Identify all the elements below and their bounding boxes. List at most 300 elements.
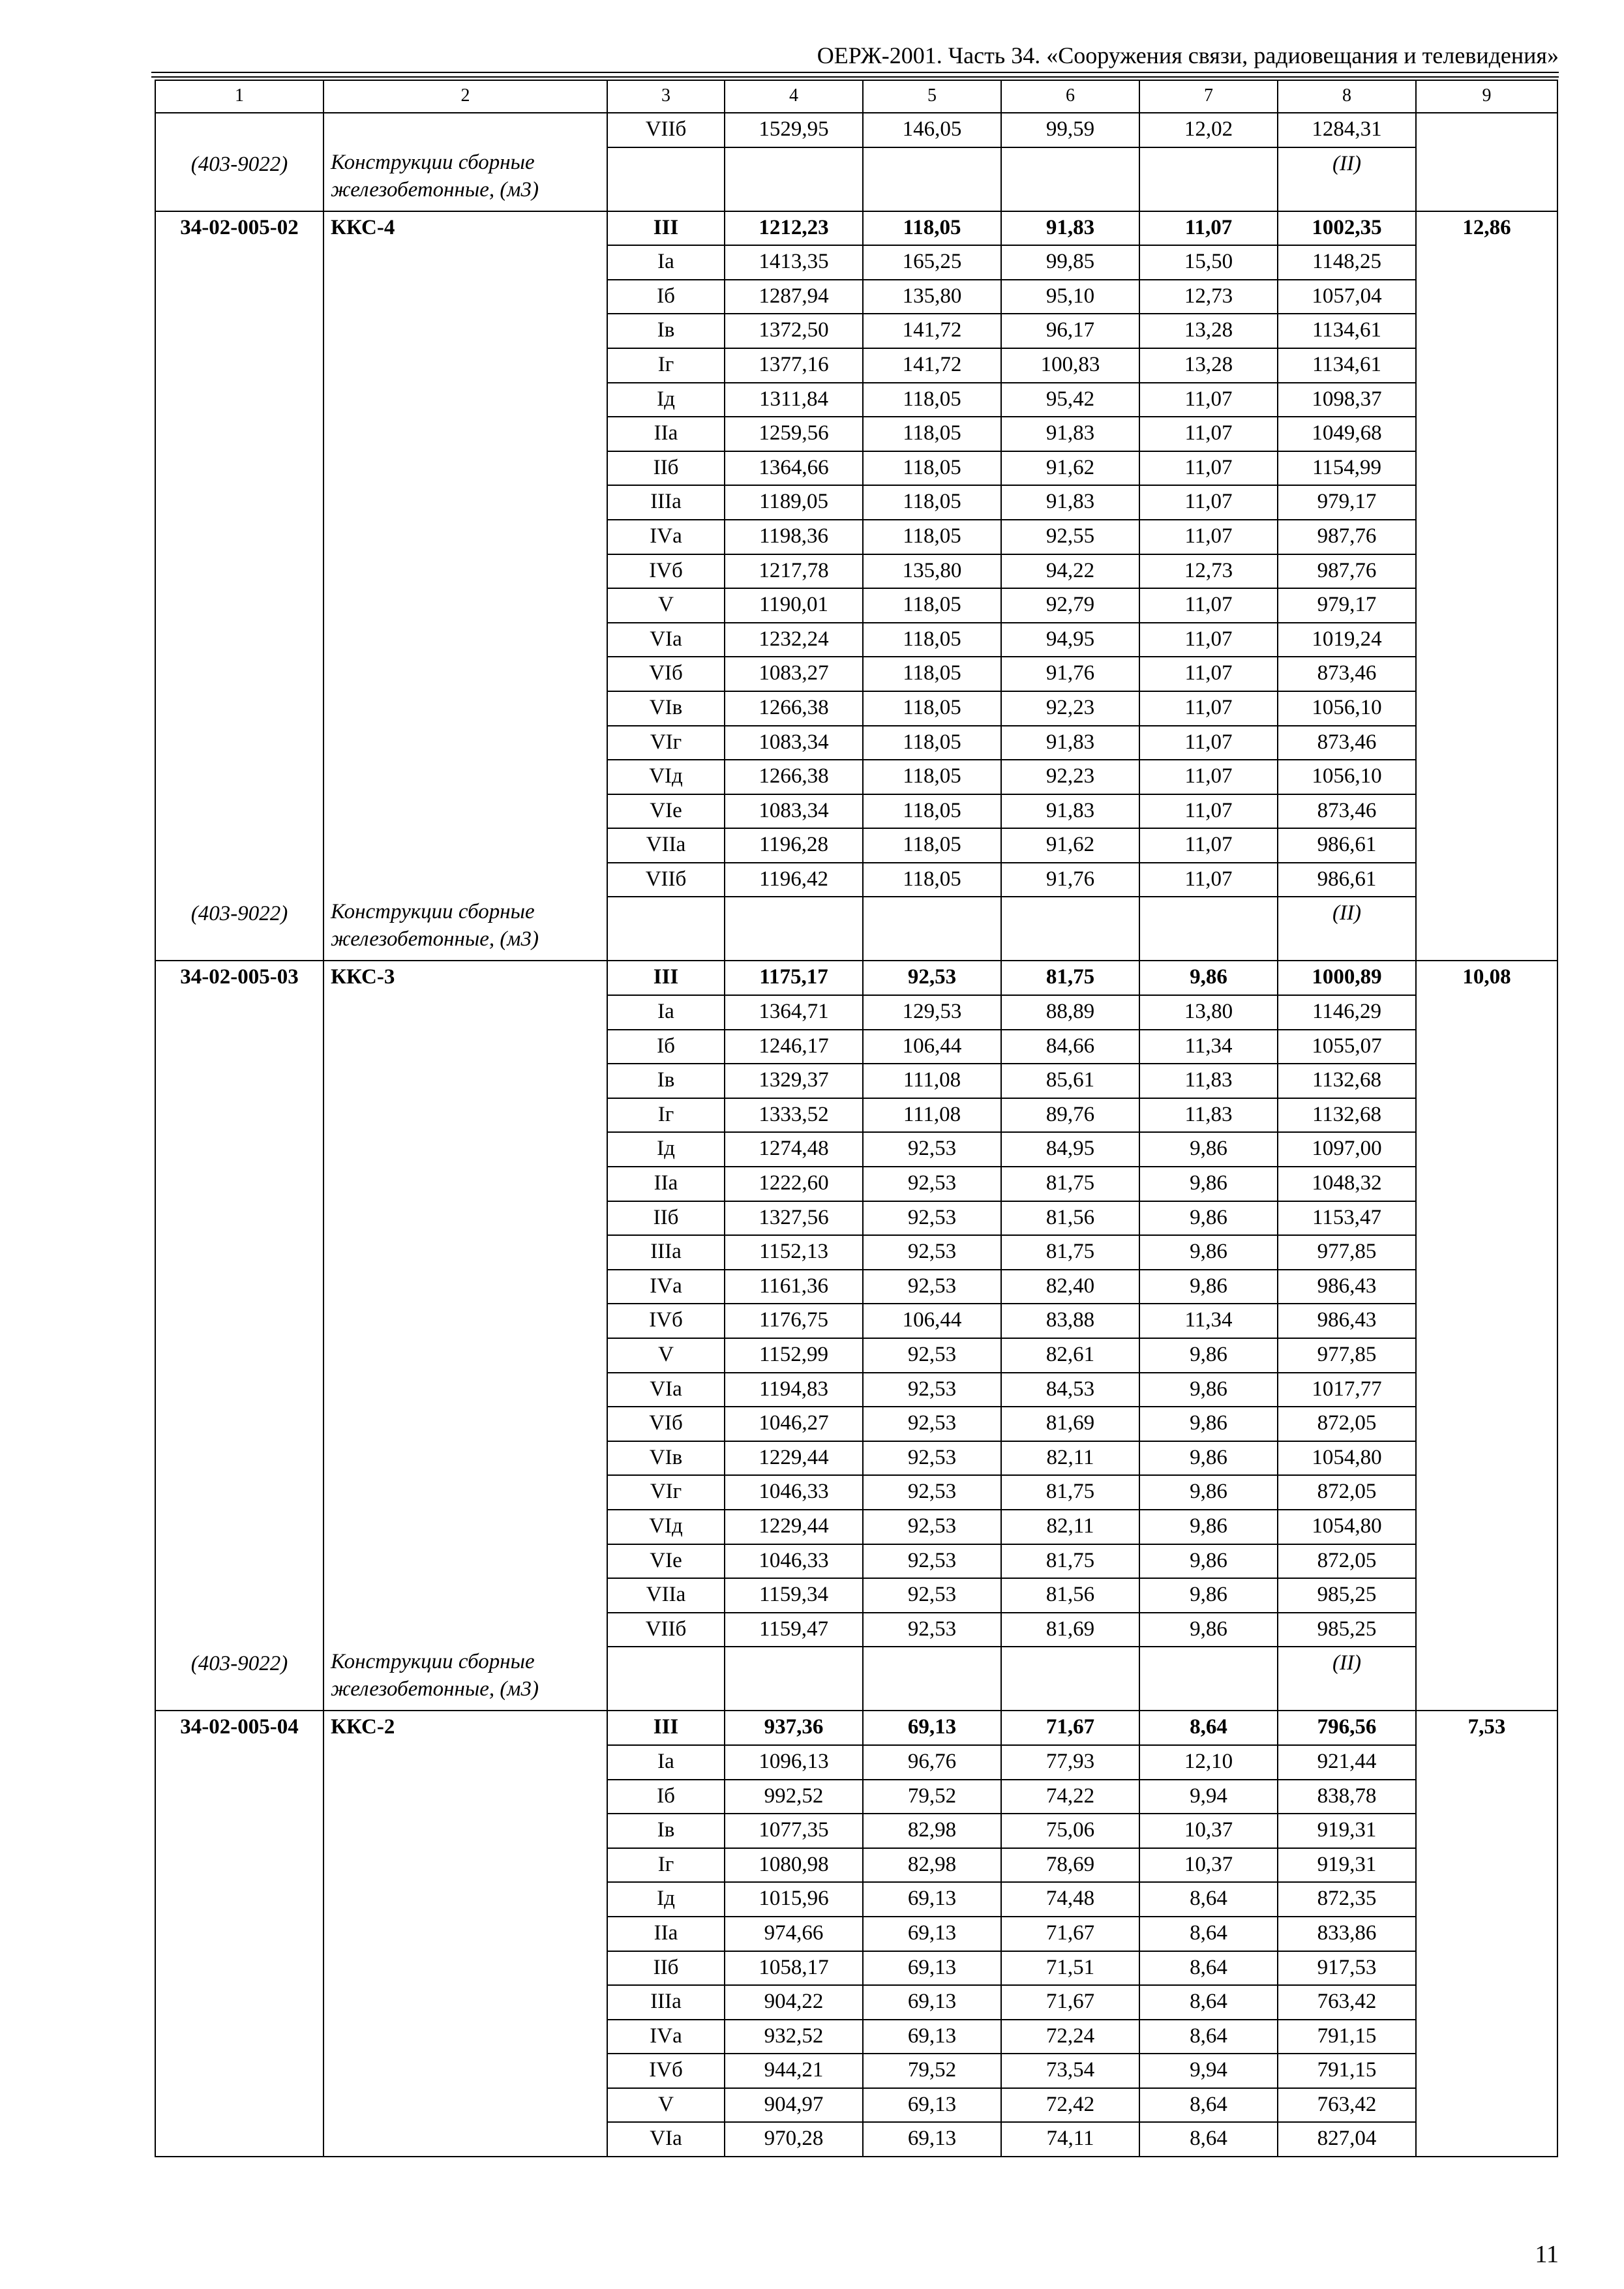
value-cell: 118,05 <box>863 588 1001 623</box>
col9-cell <box>1416 863 1557 897</box>
value-cell: Iб <box>607 1780 725 1814</box>
value-cell: 84,53 <box>1001 1373 1139 1407</box>
value-cell: 1372,50 <box>725 314 863 348</box>
code-cell <box>155 760 323 794</box>
value-cell: 13,28 <box>1139 314 1278 348</box>
code-cell <box>155 1578 323 1613</box>
col9-cell <box>1416 1745 1557 1780</box>
value-cell: 100,83 <box>1001 348 1139 383</box>
resource-note-row <box>155 147 1557 211</box>
value-cell: 9,86 <box>1139 1578 1278 1613</box>
col9-cell <box>1416 1235 1557 1270</box>
value-cell: 1161,36 <box>725 1270 863 1304</box>
empty-cell <box>863 147 1001 211</box>
col9-cell <box>1416 1578 1557 1613</box>
value-cell: 69,13 <box>863 2122 1001 2157</box>
value-cell: 74,22 <box>1001 1780 1139 1814</box>
value-cell: VIг <box>607 726 725 760</box>
name-cell <box>323 1544 607 1579</box>
value-cell <box>1278 1647 1416 1711</box>
value-cell: IVа <box>607 520 725 554</box>
col9-cell <box>1416 383 1557 417</box>
value-cell: 1083,27 <box>725 657 863 691</box>
value-cell <box>1278 897 1416 961</box>
column-number: 2 <box>323 80 607 113</box>
value-cell: 1159,47 <box>725 1613 863 1647</box>
value-cell: 11,07 <box>1139 485 1278 520</box>
code-cell <box>155 2020 323 2054</box>
col9-cell <box>1416 2020 1557 2054</box>
column-number-row <box>155 80 1557 113</box>
empty-cell <box>1139 147 1278 211</box>
table-row <box>155 1917 1557 1951</box>
col9-cell <box>1416 113 1557 147</box>
value-cell: 8,64 <box>1139 2020 1278 2054</box>
value-cell: 118,05 <box>863 863 1001 897</box>
table-row <box>155 2088 1557 2123</box>
value-cell: 118,05 <box>863 520 1001 554</box>
col9-cell <box>1416 897 1557 961</box>
name-cell <box>323 280 607 314</box>
value-cell: 12,02 <box>1139 113 1278 147</box>
col9-cell <box>1416 280 1557 314</box>
empty-cell <box>725 897 863 961</box>
column-number: 7 <box>1139 80 1278 113</box>
value-cell: 1046,33 <box>725 1475 863 1510</box>
value-cell: Iв <box>607 1814 725 1848</box>
value-cell: 904,97 <box>725 2088 863 2123</box>
code-cell <box>155 348 323 383</box>
value-cell: 8,64 <box>1139 1711 1278 1745</box>
value-cell: Iд <box>607 1132 725 1167</box>
value-cell: 9,86 <box>1139 1235 1278 1270</box>
value-cell: 1529,95 <box>725 113 863 147</box>
code-cell <box>155 1441 323 1476</box>
value-cell: 8,64 <box>1139 1951 1278 1986</box>
value-cell: 9,86 <box>1139 1338 1278 1373</box>
table-row <box>155 623 1557 657</box>
name-cell <box>323 691 607 726</box>
value-cell: 11,07 <box>1139 760 1278 794</box>
header-rule-top <box>151 72 1559 73</box>
value-cell: 75,06 <box>1001 1814 1139 1848</box>
name-cell <box>323 2054 607 2088</box>
code-cell <box>155 1780 323 1814</box>
value-cell: 118,05 <box>863 623 1001 657</box>
value-cell: 74,48 <box>1001 1882 1139 1917</box>
value-cell: 1046,27 <box>725 1407 863 1441</box>
value-cell: 69,13 <box>863 1951 1001 1986</box>
value-cell: 92,53 <box>863 1613 1001 1647</box>
table-row <box>155 485 1557 520</box>
value-cell: VIIб <box>607 863 725 897</box>
value-cell: 92,79 <box>1001 588 1139 623</box>
table-row <box>155 760 1557 794</box>
value-cell: 1098,37 <box>1278 383 1416 417</box>
col9-cell <box>1416 1132 1557 1167</box>
value-cell: 82,61 <box>1001 1338 1139 1373</box>
name-cell <box>323 794 607 829</box>
value-cell: 932,52 <box>725 2020 863 2054</box>
value-cell: 873,46 <box>1278 794 1416 829</box>
table-row <box>155 1373 1557 1407</box>
name-cell <box>323 1882 607 1917</box>
name-cell <box>323 1270 607 1304</box>
col9-cell <box>1416 657 1557 691</box>
value-cell: 92,53 <box>863 1201 1001 1236</box>
value-cell: 11,07 <box>1139 520 1278 554</box>
value-cell: 987,76 <box>1278 520 1416 554</box>
value-cell: 1055,07 <box>1278 1030 1416 1064</box>
value-cell: 91,62 <box>1001 828 1139 863</box>
value-cell: 987,76 <box>1278 554 1416 589</box>
code-cell <box>155 995 323 1030</box>
value-cell: 92,53 <box>863 1270 1001 1304</box>
code-cell <box>155 726 323 760</box>
code-cell <box>155 2122 323 2157</box>
value-cell: 69,13 <box>863 1882 1001 1917</box>
table-row <box>155 794 1557 829</box>
value-cell: IIIа <box>607 1235 725 1270</box>
col9-cell: 7,53 <box>1416 1711 1557 1745</box>
value-cell: 763,42 <box>1278 2088 1416 2123</box>
name-cell <box>323 348 607 383</box>
value-cell <box>1278 147 1416 211</box>
value-cell: 791,15 <box>1278 2054 1416 2088</box>
col9-cell <box>1416 245 1557 280</box>
value-cell: 11,83 <box>1139 1064 1278 1098</box>
value-cell: 1096,13 <box>725 1745 863 1780</box>
name-cell <box>323 1745 607 1780</box>
value-cell: 1229,44 <box>725 1510 863 1544</box>
value-cell: 9,86 <box>1139 1544 1278 1579</box>
value-cell: 11,07 <box>1139 451 1278 486</box>
value-cell: 873,46 <box>1278 726 1416 760</box>
value-cell: 99,59 <box>1001 113 1139 147</box>
value-cell: 11,07 <box>1139 211 1278 246</box>
col9-cell <box>1416 1167 1557 1201</box>
table-row <box>155 1510 1557 1544</box>
value-cell: 1054,80 <box>1278 1441 1416 1476</box>
value-cell: 92,53 <box>863 1407 1001 1441</box>
col9-cell <box>1416 1373 1557 1407</box>
value-cell: 71,51 <box>1001 1951 1139 1986</box>
col9-cell <box>1416 2122 1557 2157</box>
value-cell: VIа <box>607 2122 725 2157</box>
value-cell: 92,55 <box>1001 520 1139 554</box>
col9-cell <box>1416 726 1557 760</box>
value-cell: 71,67 <box>1001 1917 1139 1951</box>
table-row <box>155 520 1557 554</box>
value-cell: 106,44 <box>863 1030 1001 1064</box>
value-cell: 1364,66 <box>725 451 863 486</box>
table-row <box>155 1882 1557 1917</box>
value-cell: 95,42 <box>1001 383 1139 417</box>
value-cell: 838,78 <box>1278 1780 1416 1814</box>
value-cell: 95,10 <box>1001 280 1139 314</box>
resource-name: Конструкции сборные железобетонные, (м3) <box>331 900 539 951</box>
value-cell: 92,53 <box>863 1544 1001 1579</box>
code-cell <box>155 1407 323 1441</box>
name-cell <box>323 1030 607 1064</box>
value-cell: 10,37 <box>1139 1814 1278 1848</box>
value-cell: Iа <box>607 1745 725 1780</box>
value-cell: 10,37 <box>1139 1848 1278 1883</box>
value-cell: IIб <box>607 1201 725 1236</box>
value-cell: 1212,23 <box>725 211 863 246</box>
value-cell: 13,80 <box>1139 995 1278 1030</box>
table-row <box>155 1407 1557 1441</box>
value-cell: IVб <box>607 2054 725 2088</box>
value-cell: 118,05 <box>863 383 1001 417</box>
value-cell: 1311,84 <box>725 383 863 417</box>
name-cell <box>323 520 607 554</box>
value-cell: 129,53 <box>863 995 1001 1030</box>
value-cell: 904,22 <box>725 1985 863 2020</box>
value-cell: 81,69 <box>1001 1613 1139 1647</box>
code-cell <box>155 1848 323 1883</box>
value-cell: 1232,24 <box>725 623 863 657</box>
empty-cell <box>607 147 725 211</box>
name-cell <box>323 1814 607 1848</box>
value-cell: 872,05 <box>1278 1407 1416 1441</box>
table-row <box>155 383 1557 417</box>
value-cell: IIа <box>607 417 725 451</box>
value-cell: 92,53 <box>863 1373 1001 1407</box>
table-row <box>155 1985 1557 2020</box>
name-cell <box>323 1917 607 1951</box>
code-cell <box>155 1030 323 1064</box>
value-cell: 82,40 <box>1001 1270 1139 1304</box>
value-cell: 91,83 <box>1001 485 1139 520</box>
name-cell <box>323 1235 607 1270</box>
value-cell: 763,42 <box>1278 1985 1416 2020</box>
value-cell: 165,25 <box>863 245 1001 280</box>
value-cell: 11,07 <box>1139 794 1278 829</box>
value-cell: 1056,10 <box>1278 691 1416 726</box>
name-cell <box>323 588 607 623</box>
value-cell: 92,53 <box>863 1338 1001 1373</box>
value-cell: VIб <box>607 657 725 691</box>
value-cell: 1000,89 <box>1278 961 1416 995</box>
value-cell: Iг <box>607 1098 725 1133</box>
value-cell: 1054,80 <box>1278 1510 1416 1544</box>
column-number: 3 <box>607 80 725 113</box>
value-cell: III <box>607 961 725 995</box>
value-cell: 986,61 <box>1278 828 1416 863</box>
code-cell <box>155 417 323 451</box>
col9-cell <box>1416 485 1557 520</box>
table-row <box>155 1780 1557 1814</box>
code-cell <box>155 520 323 554</box>
value-cell: 69,13 <box>863 2020 1001 2054</box>
value-cell: 977,85 <box>1278 1235 1416 1270</box>
value-cell: 1159,34 <box>725 1578 863 1613</box>
value-cell: VIв <box>607 1441 725 1476</box>
value-cell: V <box>607 588 725 623</box>
code-cell <box>155 794 323 829</box>
rates-table <box>155 80 1558 2157</box>
value-cell: 118,05 <box>863 211 1001 246</box>
name-cell <box>323 828 607 863</box>
code-cell <box>155 1373 323 1407</box>
name-cell <box>323 1985 607 2020</box>
value-cell: III <box>607 211 725 246</box>
value-cell: 92,53 <box>863 1510 1001 1544</box>
resource-class: (II) <box>1332 151 1361 175</box>
col9-cell <box>1416 2088 1557 2123</box>
value-cell: 91,83 <box>1001 211 1139 246</box>
table-row <box>155 1544 1557 1579</box>
value-cell: VIб <box>607 1407 725 1441</box>
value-cell: 1049,68 <box>1278 417 1416 451</box>
name-cell <box>323 451 607 486</box>
table-row <box>155 828 1557 863</box>
value-cell: VIг <box>607 1475 725 1510</box>
col9-cell <box>1416 760 1557 794</box>
col9-cell <box>1416 1780 1557 1814</box>
value-cell: VIIб <box>607 113 725 147</box>
name-cell <box>323 2020 607 2054</box>
resource-class: (II) <box>1332 901 1361 925</box>
value-cell: 11,07 <box>1139 691 1278 726</box>
value-cell: 69,13 <box>863 1985 1001 2020</box>
value-cell: 92,23 <box>1001 691 1139 726</box>
value-cell: 1134,61 <box>1278 348 1416 383</box>
resource-name: Конструкции сборные железобетонные, (м3) <box>331 150 539 202</box>
value-cell: 111,08 <box>863 1064 1001 1098</box>
col9-cell <box>1416 1338 1557 1373</box>
value-cell: 791,15 <box>1278 2020 1416 2054</box>
name-cell <box>323 1510 607 1544</box>
value-cell: 1080,98 <box>725 1848 863 1883</box>
value-cell: 919,31 <box>1278 1814 1416 1848</box>
value-cell: 11,07 <box>1139 588 1278 623</box>
name-cell <box>323 245 607 280</box>
table-row <box>155 1201 1557 1236</box>
code-cell <box>155 1201 323 1236</box>
value-cell: 91,76 <box>1001 657 1139 691</box>
value-cell: 72,24 <box>1001 2020 1139 2054</box>
name-cell: ККС-3 <box>323 961 607 995</box>
column-number: 4 <box>725 80 863 113</box>
col9-cell <box>1416 520 1557 554</box>
value-cell: 69,13 <box>863 2088 1001 2123</box>
table-row <box>155 1848 1557 1883</box>
value-cell: 92,53 <box>863 961 1001 995</box>
table-row <box>155 1304 1557 1338</box>
value-cell: 1196,42 <box>725 863 863 897</box>
value-cell: 977,85 <box>1278 1338 1416 1373</box>
col9-cell <box>1416 794 1557 829</box>
page-header: ОЕРЖ-2001. Часть 34. «Сооружения связи, радиовещания и телевидения» <box>817 42 1559 68</box>
value-cell: 81,75 <box>1001 961 1139 995</box>
value-cell: 1015,96 <box>725 1882 863 1917</box>
value-cell: IVб <box>607 554 725 589</box>
value-cell: 111,08 <box>863 1098 1001 1133</box>
col9-cell <box>1416 147 1557 211</box>
value-cell: 79,52 <box>863 2054 1001 2088</box>
value-cell: VIIа <box>607 1578 725 1613</box>
value-cell: 81,75 <box>1001 1235 1139 1270</box>
value-cell: 92,53 <box>863 1441 1001 1476</box>
value-cell: 135,80 <box>863 280 1001 314</box>
value-cell: IIIа <box>607 1985 725 2020</box>
code-cell <box>155 383 323 417</box>
code-cell <box>155 1544 323 1579</box>
code-cell <box>155 1613 323 1647</box>
code-cell <box>155 1745 323 1780</box>
table-row <box>155 2020 1557 2054</box>
code-cell <box>155 623 323 657</box>
col9-cell <box>1416 1814 1557 1848</box>
table-row <box>155 588 1557 623</box>
value-cell: 8,64 <box>1139 1882 1278 1917</box>
name-cell <box>323 314 607 348</box>
code-cell <box>155 451 323 486</box>
name-cell <box>323 1407 607 1441</box>
value-cell: 1287,94 <box>725 280 863 314</box>
code-cell <box>155 280 323 314</box>
value-cell: 11,34 <box>1139 1030 1278 1064</box>
value-cell: 9,86 <box>1139 1201 1278 1236</box>
value-cell: 118,05 <box>863 417 1001 451</box>
name-cell <box>323 1098 607 1133</box>
col9-cell <box>1416 1647 1557 1711</box>
value-cell: 970,28 <box>725 2122 863 2157</box>
value-cell: 1194,83 <box>725 1373 863 1407</box>
value-cell: 872,05 <box>1278 1544 1416 1579</box>
value-cell: 1196,28 <box>725 828 863 863</box>
code-cell <box>155 1917 323 1951</box>
value-cell: 1259,56 <box>725 417 863 451</box>
table-row <box>155 995 1557 1030</box>
col9-cell <box>1416 1510 1557 1544</box>
value-cell: III <box>607 1711 725 1745</box>
resource-note-row <box>155 897 1557 961</box>
col9-cell <box>1416 691 1557 726</box>
value-cell: 118,05 <box>863 691 1001 726</box>
value-cell: VIе <box>607 794 725 829</box>
value-cell: 69,13 <box>863 1917 1001 1951</box>
value-cell: 1058,17 <box>725 1951 863 1986</box>
empty-cell <box>1001 1647 1139 1711</box>
col9-cell <box>1416 1985 1557 2020</box>
value-cell: 92,53 <box>863 1167 1001 1201</box>
value-cell: 8,64 <box>1139 1985 1278 2020</box>
name-cell <box>323 2088 607 2123</box>
value-cell: 82,98 <box>863 1848 1001 1883</box>
code-cell <box>155 2088 323 2123</box>
code-cell <box>155 1475 323 1510</box>
code-cell <box>155 1338 323 1373</box>
value-cell: 1152,99 <box>725 1338 863 1373</box>
value-cell: 1056,10 <box>1278 760 1416 794</box>
table-row <box>155 1098 1557 1133</box>
col9-cell: 10,08 <box>1416 961 1557 995</box>
table-row <box>155 1064 1557 1098</box>
value-cell: 71,67 <box>1001 1711 1139 1745</box>
value-cell: VIIа <box>607 828 725 863</box>
table-row <box>155 2054 1557 2088</box>
value-cell: 1413,35 <box>725 245 863 280</box>
value-cell: 1083,34 <box>725 794 863 829</box>
resource-code: (403-9022) <box>190 152 288 176</box>
col9-cell <box>1416 1064 1557 1098</box>
value-cell: 921,44 <box>1278 1745 1416 1780</box>
value-cell: 81,75 <box>1001 1544 1139 1579</box>
code-cell <box>155 828 323 863</box>
